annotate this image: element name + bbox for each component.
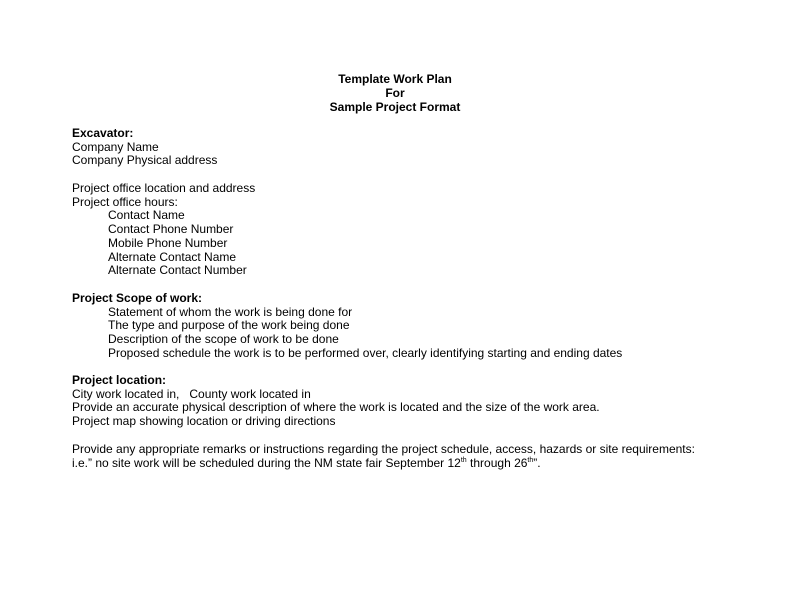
office-section <box>72 182 772 278</box>
excavator-heading: Excavator: <box>72 126 134 140</box>
company-name-line: Company Name <box>72 139 159 154</box>
contact-name-line: Contact Name <box>108 208 185 223</box>
alternate-contact-number-line: Alternate Contact Number <box>108 263 247 278</box>
scope-heading: Project Scope of work: <box>72 291 203 305</box>
contact-phone-line: Contact Phone Number <box>108 222 234 237</box>
company-address-line: Company Physical address <box>72 153 218 168</box>
scope-section <box>72 292 772 361</box>
physical-description-line: Provide an accurate physical description of where the work is located and the size of the work area. <box>72 400 600 415</box>
document-title <box>0 73 790 114</box>
ordinal-suffix: th <box>527 456 534 464</box>
remarks-line-2 <box>72 457 772 471</box>
excavator-section <box>72 127 772 168</box>
office-hours-line: Project office hours: <box>72 194 178 209</box>
scope-item: The type and purpose of the work being done <box>108 318 350 333</box>
office-location-line: Project office location and address <box>72 181 256 195</box>
remarks-mid: through 26 <box>466 455 528 470</box>
ordinal-suffix: th <box>460 456 467 464</box>
scope-item: Description of the scope of work to be done <box>108 332 339 347</box>
scope-item: Statement of whom the work is being done for <box>108 304 353 319</box>
alternate-contact-name-line: Alternate Contact Name <box>108 249 237 264</box>
mobile-phone-line: Mobile Phone Number <box>108 235 228 250</box>
location-heading: Project location: <box>72 373 167 387</box>
remarks-section <box>72 443 772 470</box>
location-section <box>72 374 772 429</box>
title-line-1: Template Work Plan <box>338 72 452 86</box>
remarks-suffix: ”. <box>533 455 541 470</box>
scope-item: Proposed schedule the work is to be performed over, clearly identifying starting and ending dates <box>108 345 623 360</box>
remarks-line-1: Provide any appropriate remarks or instructions regarding the project schedule, access, hazards or site requirements: <box>72 442 695 456</box>
project-map-line: Project map showing location or driving directions <box>72 414 336 429</box>
title-line-3: Sample Project Format <box>329 99 461 114</box>
remarks-prefix: i.e.” no site work will be scheduled during the NM state fair September 12 <box>72 455 461 470</box>
city-county-line: City work located in, County work located in <box>72 386 311 401</box>
title-line-2: For <box>385 85 405 100</box>
